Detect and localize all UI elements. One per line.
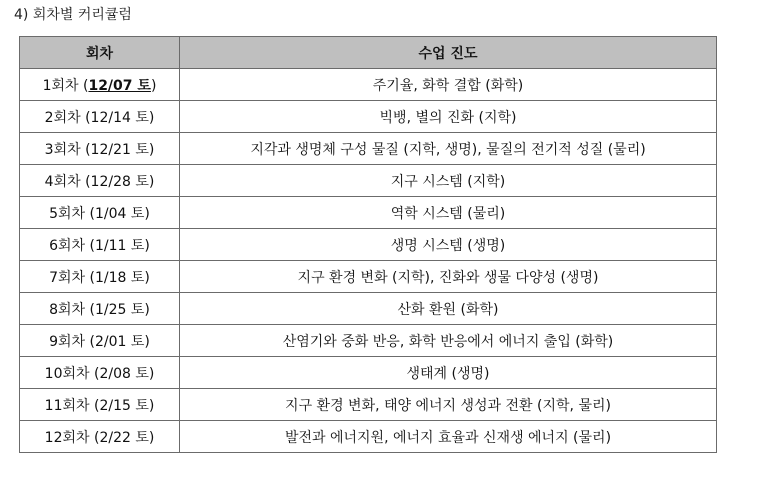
topic-cell: 발전과 에너지원, 에너지 효율과 신재생 에너지 (물리)	[180, 421, 717, 453]
table-row	[20, 293, 717, 325]
topic-cell: 빅뱅, 별의 진화 (지학)	[180, 101, 717, 133]
session-cell: 4회차 (12/28 토)	[20, 165, 180, 197]
session-cell: 2회차 (12/14 토)	[20, 101, 180, 133]
table-row	[20, 133, 717, 165]
session-cell: 9회차 (2/01 토)	[20, 325, 180, 357]
topic-cell: 주기율, 화학 결합 (화학)	[180, 69, 717, 101]
table-row	[20, 197, 717, 229]
table-row	[20, 261, 717, 293]
curriculum-table	[19, 36, 717, 453]
session-cell: 3회차 (12/21 토)	[20, 133, 180, 165]
session-cell: 7회차 (1/18 토)	[20, 261, 180, 293]
topic-cell: 역학 시스템 (물리)	[180, 197, 717, 229]
table-row	[20, 389, 717, 421]
session-prefix: 1회차 (	[42, 77, 89, 94]
session-cell: 12회차 (2/22 토)	[20, 421, 180, 453]
table-row	[20, 325, 717, 357]
session-cell: 10회차 (2/08 토)	[20, 357, 180, 389]
session-suffix: )	[150, 77, 157, 94]
table-row	[20, 357, 717, 389]
header-session: 회차	[20, 37, 180, 69]
topic-cell: 생태계 (생명)	[180, 357, 717, 389]
table-header-row	[20, 37, 717, 69]
topic-cell: 지각과 생명체 구성 물질 (지학, 생명), 물질의 전기적 성질 (물리)	[180, 133, 717, 165]
topic-cell: 산염기와 중화 반응, 화학 반응에서 에너지 출입 (화학)	[180, 325, 717, 357]
topic-cell: 지구 환경 변화, 태양 에너지 생성과 전환 (지학, 물리)	[180, 389, 717, 421]
session-cell: 8회차 (1/25 토)	[20, 293, 180, 325]
table-row	[20, 69, 717, 101]
table-row	[20, 101, 717, 133]
session-cell: 5회차 (1/04 토)	[20, 197, 180, 229]
table-row	[20, 421, 717, 453]
topic-cell: 산화 환원 (화학)	[180, 293, 717, 325]
topic-cell: 지구 환경 변화 (지학), 진화와 생물 다양성 (생명)	[180, 261, 717, 293]
table-row	[20, 229, 717, 261]
session-date-link[interactable]: 12/07 토	[88, 77, 151, 94]
session-cell	[20, 69, 180, 101]
section-heading: 4) 회차별 커리큘럼	[14, 7, 132, 23]
topic-cell: 지구 시스템 (지학)	[180, 165, 717, 197]
topic-cell: 생명 시스템 (생명)	[180, 229, 717, 261]
table-row	[20, 165, 717, 197]
session-cell: 6회차 (1/11 토)	[20, 229, 180, 261]
header-topic: 수업 진도	[180, 37, 717, 69]
session-cell: 11회차 (2/15 토)	[20, 389, 180, 421]
